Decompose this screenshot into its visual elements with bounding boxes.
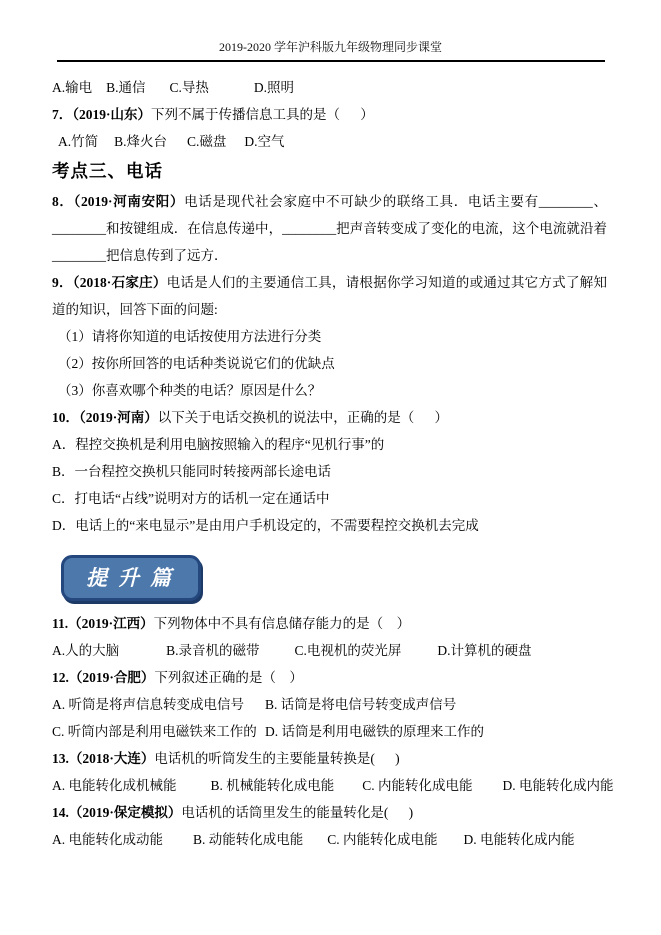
q9-stem (52, 269, 607, 323)
q13-options-row (52, 772, 614, 799)
q6-option-c: C.导热 (169, 80, 209, 95)
section-badge-label: 提升篇 (86, 565, 182, 590)
q13-stem (52, 745, 607, 772)
q12-option-c: C. 听筒内部是利用电磁铁来工作的 (52, 724, 257, 739)
q11-stem (52, 610, 607, 637)
q11-option-b: B.录音机的磁带 (166, 643, 260, 658)
q10-stem-text: 以下关于电话交换机的说法中，正确的是（ ） (157, 410, 449, 425)
q11-option-a: A.人的大脑 (52, 643, 120, 658)
q7-stem (52, 101, 607, 128)
header-rule (57, 60, 605, 62)
q11-options-row (52, 637, 607, 664)
header-title: 2019-2020 学年沪科版九年级物理同步课堂 (219, 40, 442, 54)
q12-stem-text: 下列叙述正确的是（ ） (154, 670, 303, 685)
q12-stem (52, 664, 607, 691)
q13-option-a: A. 电能转化成机械能 (52, 778, 177, 793)
section-heading-exam-point-3: 考点三、电话 (52, 161, 163, 181)
q7-option-d: D.空气 (244, 134, 285, 149)
q14-option-a: A. 电能转化成动能 (52, 832, 163, 847)
q14-label: 14.（2019·保定模拟） (52, 805, 182, 820)
q12-option-a: A. 听筒是将声信息转变成电信号 (52, 697, 244, 712)
q9-subitem-2: （2）按你所回答的电话种类说说它们的优缺点 (58, 356, 335, 371)
q13-stem-text: 电话机的听筒发生的主要能量转换是( ) (154, 751, 400, 766)
q6-option-d: D.照明 (253, 80, 295, 95)
worksheet-content (52, 74, 614, 853)
q7-option-a: A.竹简 (58, 134, 99, 149)
q12-options-row-1 (52, 691, 607, 718)
q10-stem (52, 404, 607, 431)
q12-label: 12.（2019·合肥） (52, 670, 155, 685)
q9-label: 9．（2018·石家庄） (52, 275, 167, 290)
q14-option-d: D. 电能转化成内能 (463, 832, 575, 847)
q13-option-b: B. 机械能转化成电能 (210, 778, 335, 793)
q14-stem-text: 电话机的话筒里发生的能量转化是( ) (181, 805, 414, 820)
q8-stem-text: 电话是现代社会家庭中不可缺少的联络工具．电话主要有________、________和按键组成．在信息传递中，________把声音转变成了变化的电流，这个电流就沿着________把信息传到了远方． (52, 194, 607, 263)
q9-subitem-3: （3）你喜欢哪个种类的电话？原因是什么？ (58, 383, 322, 398)
q7-option-b: B.烽火台 (114, 134, 168, 149)
q7-label: 7．（2019·山东） (52, 107, 152, 122)
q6-option-a: A.输电 (52, 80, 93, 95)
q10-option-b: B．一台程控交换机只能同时转接两部长途电话 (52, 464, 332, 479)
q9-subitem-1: （1）请将你知道的电话按使用方法进行分类 (58, 329, 322, 344)
q13-label: 13.（2018·大连） (52, 751, 155, 766)
q11-label: 11.（2019·江西） (52, 616, 154, 631)
q11-option-d: D.计算机的硬盘 (437, 643, 532, 658)
q14-stem (52, 799, 607, 826)
q7-options-row (52, 128, 607, 155)
q14-option-b: B. 动能转化成电能 (193, 832, 304, 847)
q10-option-d: D．电话上的“来电显示”是由用户手机设定的，不需要程控交换机去完成 (52, 518, 479, 533)
section-badge-advanced (61, 555, 201, 601)
q13-option-c: C. 内能转化成电能 (362, 778, 473, 793)
q11-stem-text: 下列物体中不具有信息储存能力的是（ ） (153, 616, 411, 631)
q8-label: 8．（2019·河南安阳） (52, 194, 185, 209)
q12-options-row-2 (52, 718, 607, 745)
q14-option-c: C. 内能转化成电能 (327, 832, 438, 847)
q11-option-c: C.电视机的荧光屏 (294, 643, 402, 658)
q8-stem (52, 188, 607, 269)
q14-options-row (52, 826, 607, 853)
q6-options-row (52, 74, 607, 101)
q7-option-c: C.磁盘 (187, 134, 227, 149)
q7-stem-text: 下列不属于传播信息工具的是（ ） (151, 107, 374, 122)
q10-option-a: A．程控交换机是利用电脑按照输入的程序“见机行事”的 (52, 437, 385, 452)
q12-option-b: B. 话筒是将电信号转变成声信号 (265, 697, 457, 712)
page-header (0, 0, 661, 54)
q9-stem-text: 电话是人们的主要通信工具，请根据你学习知道的或通过其它方式了解知道的知识，回答下面的问题: (52, 275, 607, 317)
q6-option-b: B.通信 (106, 80, 146, 95)
q12-option-d: D. 话筒是利用电磁铁的原理来工作的 (265, 724, 484, 739)
q13-option-d: D. 电能转化成内能 (502, 778, 614, 793)
q10-label: 10．（2019·河南） (52, 410, 158, 425)
q10-option-c: C．打电话“占线”说明对方的话机一定在通话中 (52, 491, 330, 506)
